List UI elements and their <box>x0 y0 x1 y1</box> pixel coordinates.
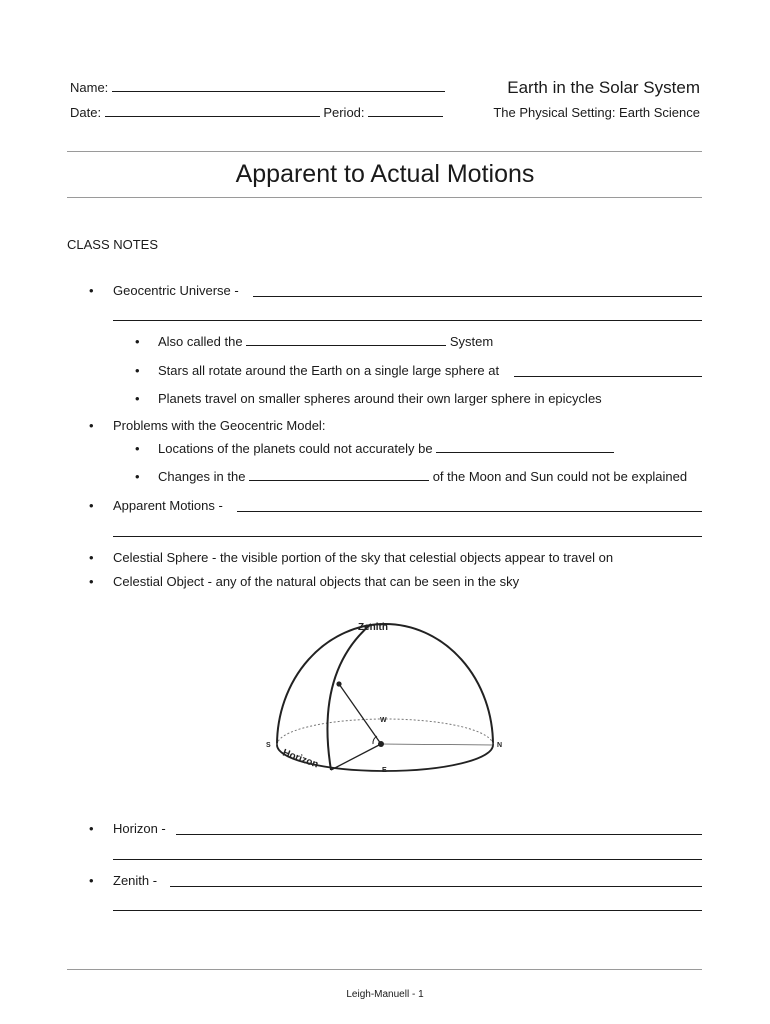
planets-travel-text: Planets travel on smaller spheres around their own larger sphere in epicycles <box>158 391 602 406</box>
section-heading: CLASS NOTES <box>67 237 159 252</box>
zenith-blank-1[interactable] <box>170 886 702 887</box>
line-to-horizon <box>331 744 381 770</box>
sub-bullet: • <box>135 441 140 456</box>
course-subtitle: The Physical Setting: Earth Science <box>493 105 700 120</box>
bullet: • <box>89 283 94 298</box>
also-called-prefix: Also called the <box>158 334 243 349</box>
bullet: • <box>89 498 94 513</box>
sub-bullet: • <box>135 363 140 378</box>
also-called-blank[interactable] <box>246 334 446 346</box>
footer-rule <box>67 969 702 970</box>
north-label: N <box>497 742 503 749</box>
sub-bullet: • <box>135 391 140 406</box>
title-bottom-rule <box>67 197 702 198</box>
name-label: Name: <box>70 80 109 95</box>
period-label: Period: <box>323 105 365 120</box>
dome-outline <box>277 624 493 745</box>
problems-text: Problems with the Geocentric Model: <box>113 418 326 433</box>
bullet: • <box>89 574 94 589</box>
horizon-term: Horizon - <box>113 821 166 836</box>
line-to-star <box>339 684 381 744</box>
star-point <box>336 681 341 686</box>
page-footer: Leigh-Manuell - 1 <box>346 989 424 1000</box>
horizon-blank-2[interactable] <box>113 859 702 860</box>
bullet: • <box>89 418 94 433</box>
changes-prefix: Changes in the <box>158 469 246 484</box>
stars-rotate-text: Stars all rotate around the Earth on a single large sphere at <box>158 363 500 378</box>
sub-bullet: • <box>135 334 140 349</box>
geocentric-blank-2[interactable] <box>113 320 702 321</box>
geocentric-blank-1[interactable] <box>253 296 702 297</box>
name-blank[interactable] <box>112 80 445 92</box>
period-blank[interactable] <box>368 105 443 117</box>
bullet: • <box>89 873 94 888</box>
horizon-blank-1[interactable] <box>176 834 702 835</box>
stars-rotate-blank[interactable] <box>514 376 702 377</box>
east-label: E <box>382 767 387 774</box>
celestial-sphere-diagram <box>255 612 515 777</box>
line-to-north <box>381 744 493 745</box>
zenith-blank-2[interactable] <box>113 910 702 911</box>
geocentric-label: Geocentric Universe - <box>113 283 239 298</box>
locations-row <box>158 441 614 456</box>
zenith-term: Zenith - <box>113 873 158 888</box>
west-label: W <box>380 717 387 724</box>
zenith-label: Zenith <box>358 622 388 633</box>
meridian-arc <box>327 624 371 770</box>
observer-point <box>378 741 384 747</box>
name-field[interactable] <box>70 80 445 95</box>
also-called-row <box>158 334 493 349</box>
south-label: S <box>266 742 271 749</box>
sub-bullet: • <box>135 469 140 484</box>
bullet: • <box>89 821 94 836</box>
bullet: • <box>89 550 94 565</box>
apparent-blank-1[interactable] <box>237 511 702 512</box>
date-label: Date: <box>70 105 102 120</box>
changes-row <box>158 469 687 484</box>
date-period-row <box>70 105 443 120</box>
celestial-sphere-text: Celestial Sphere - the visible portion of the sky that celestial objects appear to travel on <box>113 550 614 565</box>
apparent-label: Apparent Motions - <box>113 498 223 513</box>
also-called-suffix: System <box>449 334 494 349</box>
locations-prefix: Locations of the planets could not accurately be <box>158 441 433 456</box>
apparent-blank-2[interactable] <box>113 536 702 537</box>
unit-title: Earth in the Solar System <box>507 78 700 97</box>
title-top-rule <box>67 151 702 152</box>
locations-blank[interactable] <box>436 441 614 453</box>
horizon-label: Horizon <box>280 747 320 771</box>
changes-suffix: of the Moon and Sun could not be explained <box>432 469 688 484</box>
page-title: Apparent to Actual Motions <box>235 160 535 188</box>
date-blank[interactable] <box>105 105 320 117</box>
celestial-object-text: Celestial Object - any of the natural objects that can be seen in the sky <box>113 574 520 589</box>
changes-blank[interactable] <box>249 469 429 481</box>
